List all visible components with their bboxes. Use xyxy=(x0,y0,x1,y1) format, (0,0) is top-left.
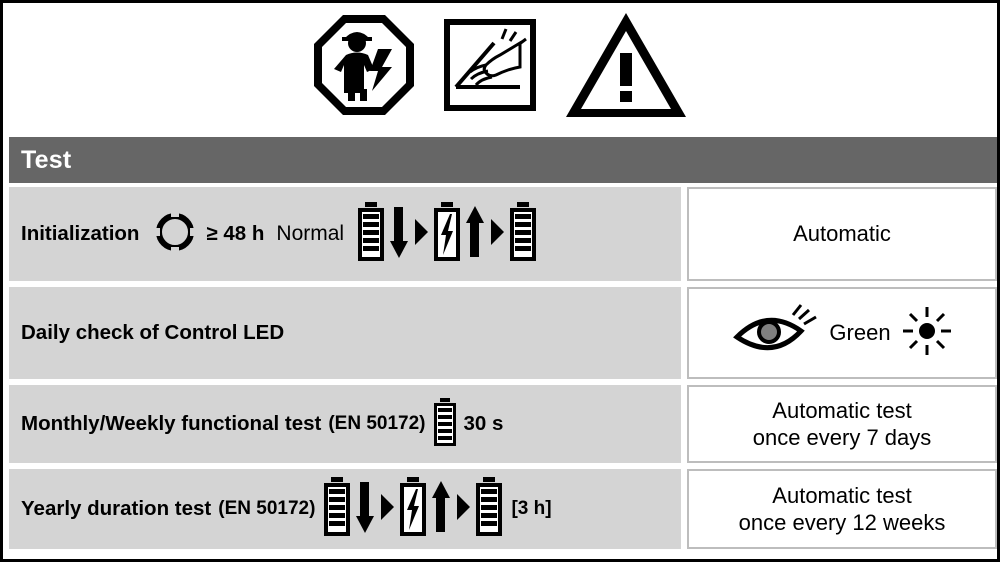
row-functional-test-description xyxy=(9,385,681,463)
battery-full-icon xyxy=(508,201,538,268)
battery-charging-icon xyxy=(398,476,428,543)
battery-discharging-icon xyxy=(356,201,386,268)
shining-light-icon xyxy=(901,305,953,362)
arrow-right-icon xyxy=(488,201,506,268)
eye-icon xyxy=(731,303,819,364)
pictogram-band xyxy=(3,3,997,131)
clock-icon xyxy=(151,208,199,261)
row-duration-test-description xyxy=(9,469,681,549)
result-text: Automatic test xyxy=(772,397,912,423)
battery-cycle-sequence xyxy=(356,201,538,268)
battery-small-icon xyxy=(433,397,457,452)
battery-charging-icon xyxy=(432,201,462,268)
arrow-right-icon xyxy=(412,201,430,268)
result-text: Green xyxy=(829,320,891,346)
electric-shock-warning-octagon-icon xyxy=(312,13,416,122)
battery-full-icon xyxy=(474,476,504,543)
row-initialization-label: Initialization xyxy=(21,222,140,245)
row-duration-test-result xyxy=(687,469,997,549)
arrow-right-icon xyxy=(454,476,472,543)
row-initialization-result xyxy=(687,187,997,281)
result-text: Automatic xyxy=(793,221,891,247)
table-body xyxy=(9,187,997,555)
general-warning-triangle-icon xyxy=(564,11,688,124)
row-daily-check-label: Daily check of Control LED xyxy=(21,321,285,344)
result-text-line2: once every 7 days xyxy=(752,425,932,450)
arrow-down-icon xyxy=(388,201,410,268)
table-header-bar xyxy=(9,137,997,183)
do-not-touch-surface-hand-icon xyxy=(442,17,538,118)
row-initialization-duration: ≥ 48 h xyxy=(206,222,265,245)
row-daily-check-result xyxy=(687,287,997,379)
row-duration-test-standard: (EN 50172) xyxy=(218,498,316,519)
row-initialization-description xyxy=(9,187,681,281)
row-duration-test-label: Yearly duration test xyxy=(21,497,212,520)
battery-discharging-icon xyxy=(322,476,352,543)
arrow-down-icon xyxy=(354,476,376,543)
table-row xyxy=(9,287,997,379)
row-functional-test-label: Monthly/Weekly functional test xyxy=(21,412,322,435)
table-row xyxy=(9,187,997,281)
result-text-line2: once every 12 weeks xyxy=(738,510,946,535)
arrow-right-icon xyxy=(378,476,396,543)
page-title: Test xyxy=(21,145,72,174)
arrow-up-icon xyxy=(464,201,486,268)
row-initialization-mode: Normal xyxy=(276,222,345,245)
table-row xyxy=(9,469,997,549)
row-daily-check-description xyxy=(9,287,681,379)
result-text: Automatic test xyxy=(772,482,912,508)
row-functional-test-standard: (EN 50172) xyxy=(328,413,426,434)
arrow-up-icon xyxy=(430,476,452,543)
row-functional-test-result xyxy=(687,385,997,463)
battery-cycle-sequence xyxy=(322,476,504,543)
row-duration-test-duration: [3 h] xyxy=(511,498,552,519)
row-functional-test-duration: 30 s xyxy=(463,412,504,435)
table-row xyxy=(9,385,997,463)
